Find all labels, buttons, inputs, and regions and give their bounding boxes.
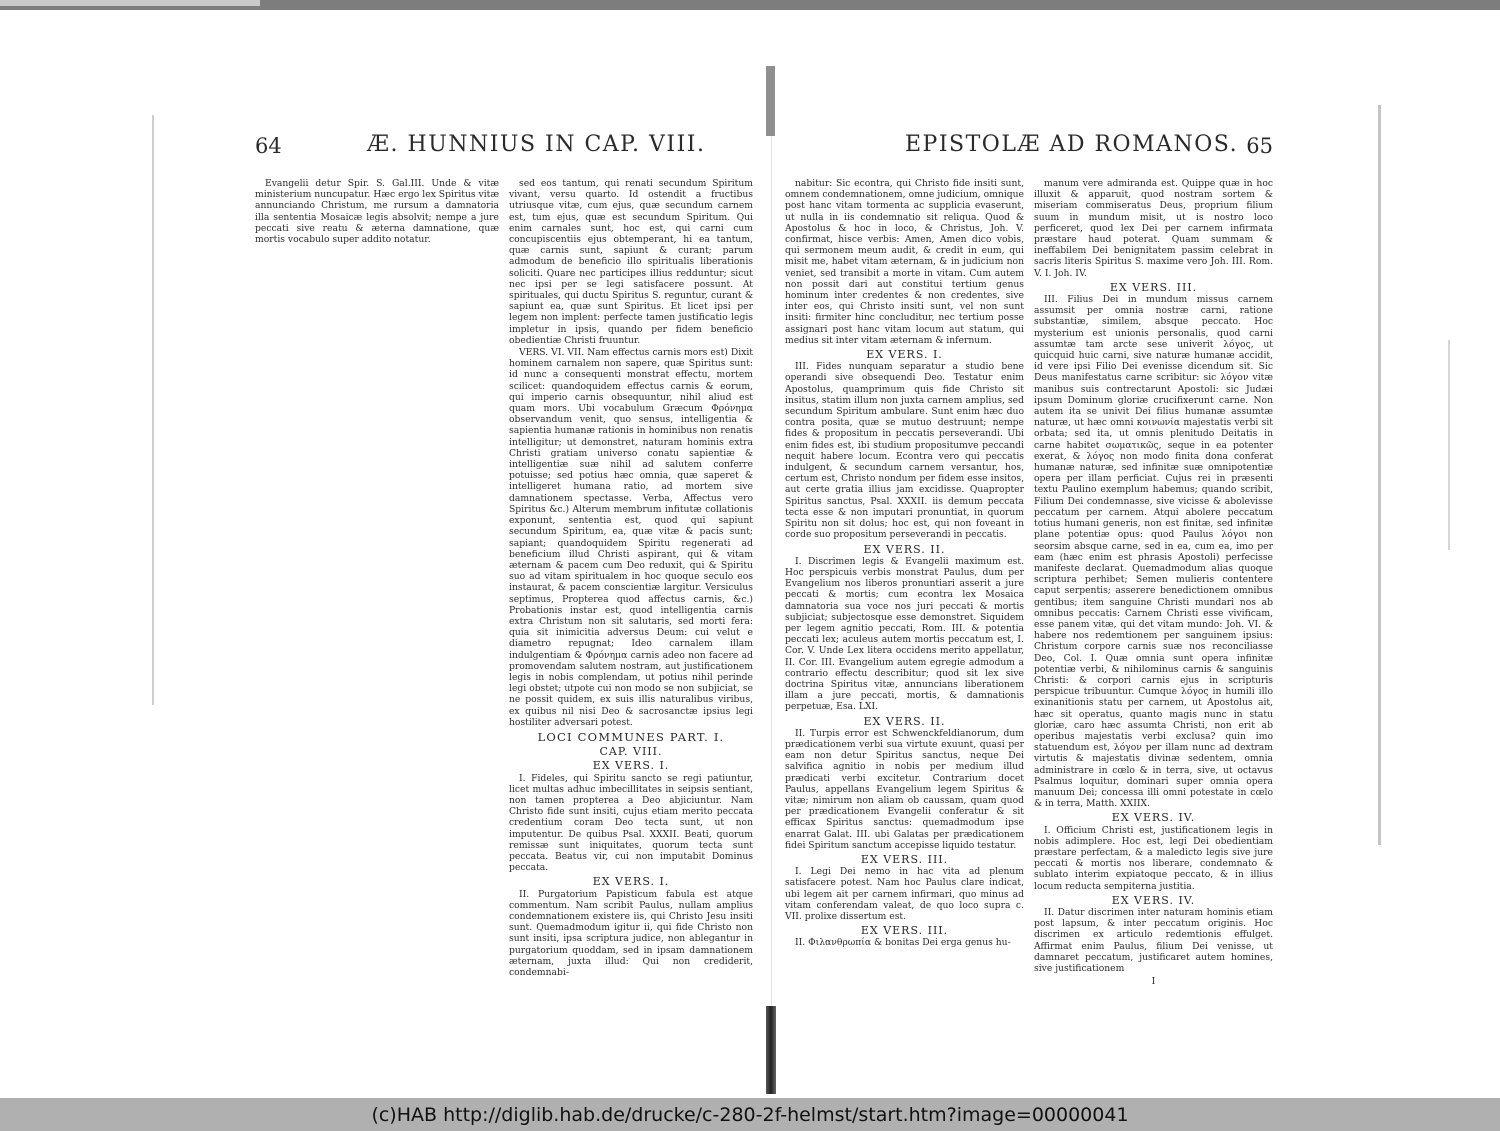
section-heading: EX VERS. III. xyxy=(860,924,949,938)
section-heading: EX VERS. I. xyxy=(592,875,670,889)
left-col2-para-2: VERS. VI. VII. Nam effectus carnis mors est) Dixit hominem carnalem non sapere, quæ Spiritus sunt: id nunc a consequenti monstrat effectu, mortem scilicet: quandoquidem effectus carnis & eorum, qui imperio carnis obsequuntur, nihil aliud est quam mors. Ubi vocabulum Græcum Φρόνημα observandum venit, quo sensus, intelligentia & sapientia humanæ rationis in hominibus non renatis intelligitur; ut demonstret, naturam hominis extra Christi gratiam universo conatu sapientiæ & intelligentiæ suæ nihil ad salutem conferre potuisse; sed potius hæc omnia, quæ saperet & intelligeret humana ratio, ad mortem sive damnationem spectasse. Verba, Affectus vero Spiritus &c.) Alterum membrum infitutæ collationis exponunt, sententia est, quod qui sapiunt secundum Spiritum, ea, quæ vitæ & pacis sunt; sapiant; quandoquidem Spiritu regenerati ad beneficium illud Christi aspirant, qui & vitam æternam & pacem cum Deo reduxit, qui & Spiritu suo ad vitam spiritualem in hoc quoque seculo eos instaurat, & pacem conscientiæ largitur. Versiculus septimus, Propterea quod affectus carnis, &c.) Probationis instar est, quod intelligentia carnis extra Christum non sit salutaris, sed morti fera: quia sit inimicitia adversus Deum: cui velut e diametro repugnat; Ideo carnalem illam indulgentiam & Φρόνημα carnis adeo non facere ad promovendam salutem nostram, aut justificationem legis in nobis complendam, ut potius nihil perinde legi obstet; utpote cui non modo se non subjiciat, se ne possit quidem, ex suis illis naturalibus viribus, ex quibus nil nisi Deo & sacrosanctæ ipsius legi hostiliter adversari potest. xyxy=(509,347,753,728)
section-heading: EX VERS. I. xyxy=(866,348,943,362)
right-col2-para-3: I. Officium Christi est, justificationem legis in nobis adimplere. Hoc est, legi Dei obedientiam præstare perfectam, & a maledicto legis sive jure peccati & mortis nos liberare, condemnato & sublato interim expiatoque peccato, & in illius locum reducta sempiterna justitia. xyxy=(1034,824,1273,892)
right-page-fold-shadow xyxy=(1448,340,1450,550)
left-col2-para-1: sed eos tantum, qui renati secundum Spiritum vivant, versu quarto. Id ostendit a fructibus utriusque vitæ, cum ejus, quæ secundum carnem est, tum ejus, quæ est secundum Spiritum. Qui enim carnales sunt, hoc est, qui carni cum concupiscentiis ejus obtemperant, hi ea tantum, quæ carnis sunt, sapiunt & curant; parum admodum de beneficio illo spiritualis liberationis soliciti. Quare nec participes illius redduntur; sicut nec ipsi per se legi satisfacere possunt. At spirituales, qui ductu Spiritus S. reguntur, curant & sapiunt ea, quæ sunt Spiritus. Et licet ipsi per legem non implent: perfecte tamen justificatio legis impletur in ipsis, quando per fidem beneficio obedientiæ Christi fruuntur. xyxy=(509,178,753,346)
right-col1-para-6: II. Φιλανθρωπία & bonitas Dei erga genus hu- xyxy=(795,937,1011,949)
gutter-binding-top xyxy=(766,66,775,136)
right-page-number: 65 xyxy=(1246,134,1273,158)
section-heading: EX VERS. IV. xyxy=(1111,811,1196,825)
loci-communes-heading: LOCI COMMUNES PART. I. xyxy=(537,729,725,744)
right-page-edge xyxy=(1378,105,1381,845)
section-heading: EX VERS. IV. xyxy=(1111,893,1196,907)
right-running-title: EPISTOLÆ AD ROMANOS. xyxy=(905,132,1239,157)
cap-heading: CAP. VIII. xyxy=(599,745,663,759)
signature-mark: I xyxy=(1151,976,1156,988)
source-caption-bar xyxy=(0,1098,1500,1131)
right-col1-para-2: III. Fides nunquam separatur a studio bene operandi sive obsequendi Deo. Testatur enim Apostolus, quamprimum quis fide Christo sit insitus, statim illum non juxta carnem amplius, sed secundum Spiritum ambulare. Sunt enim hæc duo contra posita, quæ se mutuo destruunt; nempe fides & propositum in peccatis perseverandi. Ubi enim fides est, ibi studium propositumve peccandi nequit habere locum. Econtra vero qui peccatis indulgent, & secundum carnem versantur, hos, certum est, Christo nondum per fidem esse insitos, aut certe gratia illius jam excidisse. Quapropter Spiritus sanctus, Psal. XXXII. iis demum peccata tecta esse & non imputari pronuntiat, in quorum Spiritu non sit dolus; hoc est, qui non foveant in corde suo propositum perseverandi in peccatis. xyxy=(785,361,1024,541)
left-columns xyxy=(255,178,753,979)
source-caption[interactable]: (c)HAB http://diglib.hab.de/drucke/c-280-2f-helmst/start.htm?image=00000041 xyxy=(371,1103,1129,1126)
top-scan-highlight xyxy=(0,0,260,6)
right-page xyxy=(785,128,1273,988)
left-col2-para-3: I. Fideles, qui Spiritu sancto se regi patiuntur, licet multas adhuc imbecillitates in seipsis sentiant, non tamen propterea a Deo abjiciuntur. Nam Christo fide sunt insiti, cujus etiam merito peccata credentium coram Deo tecta sunt, ut non imputentur. De quibus Psal. XXXII. Beati, quorum remissæ sunt iniquitates, quorum tecta sunt peccata. Beatus vir, cui non imputabit Dominus peccata. xyxy=(509,772,753,874)
right-col2-para-2: III. Filius Dei in mundum missus carnem assumsit per omnia nostræ carni, ratione substantiæ, similem, absque peccato. Hoc mysterium est unionis personalis, quod carni assumtæ tam arcte sese univerit λόγος, ut quicquid huic carni, sive naturæ humanæ accidit, id vere ipsi Filio Dei evenisse dicendum sit. Sic Deus manifestatus carne scribitur: sic λόγον vitæ manibus suis contrectarunt Apostoli: sic Judæi ipsum Dominum gloriæ crucifixerunt carne. Non autem ita se univit Dei filius humanæ assumtæ naturæ, ut hæc omni κοινωνία majestatis verbi sit orbata; sed ita, ut omnis plenitudo Deitatis in carne habitet σωματικῶς, seque in ea potenter exerat, & λόγος non modo finita dona conferat humanæ naturæ, sed infinitæ suæ omnipotentiæ opera per illam perficiat. Cujus rei in præsenti textu Paulino exemplum habemus; quando scribit, Filium Dei condemnasse, sive vicisse & abolevisse peccatum per carnem. Atqui abolere peccatum totius humani generis, non est finitæ, sed infinitæ plane potentiæ opus: quod Paulus λόγοι non seorsim absque carne, sed in ea, cum ea, imo per eam (hæc enim est phrasis Apostoli) perfecisse manifeste declarat. Quemadmodum alias quoque scriptura perhibet; Semen mulieris contentere caput serpentis; asserere benedictionem omnibus gentibus; item sanguine Christi mundari nos ab omnibus peccatis: Carnem Christi esse vivificam, esse panem vitæ, qui det vitam mundo: Joh. VI. & habere nos redemtionem per sanguinem ipsius: Christum corpore carnis suæ nos reconciliasse Deo, Col. I. Quæ omnia sunt opera infinitæ potentiæ verbi, & nihilominus carnis & sanguinis Christi: & corpori carnis ejus in scripturis perspicue tribuuntur. Cumque λόγος in humili illo exinanitionis statu per carnem, ut Apostolus ait, hæc sit operatus, quanto magis nunc in statu gloriæ, caro hæc assumta Christi, non erit ab operibus majestatis verbi exclusa? quin imo statuendum est, λόγον per illam nunc ad dextram virtutis & majestatis divinæ sedentem, omnia administrare in cœlo & in terra, sive, ut octavus Psalmus loquitur, dominari super omnia opera manuum Dei; concessa illi omni potestate in cœlo & in terra, Matth. XXIIX. xyxy=(1034,294,1273,810)
top-scan-border xyxy=(0,0,1500,10)
right-col2-para-1: manum vere admiranda est. Quippe quæ in hoc illuxit & apparuit, quod nostram sortem & miseriam commiseratus Deus, proprium filium suum in mundum misit, ut is nostro loco perficeret, quod lex Dei per carnem infirmata præstare haud poterat. Quam summam & ineffabilem Dei benignitatem passim celebrat in sacris literis Spiritus S. maxime vero Joh. III. Rom. V. I. Joh. IV. xyxy=(1034,178,1273,279)
left-page-number: 64 xyxy=(255,134,282,158)
right-running-head xyxy=(785,128,1273,178)
section-heading: EX VERS. I. xyxy=(592,759,670,773)
left-col2-para-4: II. Purgatorium Papisticum fabula est atque commentum. Nam scribit Paulus, nullam amplius condemnationem existere iis, qui Christo Jesu insiti sunt. Quemadmodum igitur ii, qui fide Christo non sunt insiti, ipsa scriptura judice, non ablegantur in purgatorium quoddam, sed in ipsam damnationem æternam, juxta illud: Qui non crediderit, condemnabi- xyxy=(509,888,753,979)
section-heading: EX VERS. II. xyxy=(863,714,946,728)
right-col1-para-5: I. Legi Dei nemo in hac vita ad plenum satisfacere potest. Nam hoc Paulus clare indicat, ubi legem ait per carnem infirmari, quo minus ad vitam conferendam valeat, de quo loco supra c. VII. prolixe dissertum est. xyxy=(785,866,1024,922)
left-running-head xyxy=(255,128,753,178)
gutter-binding-bottom xyxy=(766,1006,776,1094)
gutter-crease xyxy=(771,136,772,1006)
left-column-2 xyxy=(509,178,753,979)
left-column-1 xyxy=(255,178,499,938)
right-col2-para-4: II. Datur discrimen inter naturam hominis etiam post lapsum, & inter peccatum originis. Hoc discrimen ex articulo redemtionis effulget. Affirmat enim Paulus, filium Dei venisse, ut damnaret peccatum, justificaret autem homines, sive justificationem xyxy=(1034,907,1273,975)
left-running-title: Æ. HUNNIUS IN CAP. VIII. xyxy=(367,132,706,157)
left-page-edge xyxy=(152,115,154,705)
right-columns xyxy=(785,178,1273,988)
right-column-2 xyxy=(1034,178,1273,988)
right-col1-para-4: II. Turpis error est Schwenckfeldianorum, dum prædicationem verbi sua virtute exuunt, quasi per eam non detur Spiritus sanctus, neque Dei salvifica agnitio in nobis per medium illud prædicati verbi excitetur. Contrarium docet Paulus, appellans Evangelium legem Spiritus & vitæ; nimirum non aliam ob caussam, quam quod per prædicationem Evangelii conferatur & sit efficax Spiritus sanctus: quemadmodum ipse enarrat Galat. III. ubi Galatas per prædicationem fidei Spiritum sanctum accepisse liquido testatur. xyxy=(785,727,1024,851)
section-heading: EX VERS. III. xyxy=(1109,280,1198,294)
right-col1-para-3: I. Discrimen legis & Evangelii maximum est. Hoc perspicuis verbis monstrat Paulus, dum per Evangelium nos liberos pronuntiari asserit a jure peccati & mortis; cum econtra lex Mosaica damnatoria sua voce nos juri peccati & mortis subjiciat; subjectosque esse demonstret. Siquidem per legem agnitio peccati, Rom. III. & potentia peccati lex; aculeus autem mortis peccatum est, I. Cor. V. Unde Lex litera occidens merito appellatur, II. Cor. III. Evangelium autem egregie admodum a contrario effectu describitur; quod sit lex sive doctrina Spiritus vitæ, annuncians liberationem illam a jure peccati, mortis, & damnationis perpetuæ, Esa. LXI. xyxy=(785,555,1024,713)
left-page xyxy=(255,128,753,979)
section-heading: EX VERS. II. xyxy=(863,542,946,556)
section-heading: EX VERS. III. xyxy=(860,852,949,866)
right-col1-para-1: nabitur: Sic econtra, qui Christo fide insiti sunt, omnem condemnationem, omne judicium, omnique post hanc vitam tormenta ac supplicia evaserunt, ut nulla in iis condemnatio sit reliqua. Quod & Apostolus & hoc in loco, & Christus, Joh. V. confirmat, hisce verbis: Amen, Amen dico vobis, qui sermonem meum audit, & credit in eum, qui misit me, habet vitam æternam, & in judicium non veniet, sed transibit a morte in vitam. Cum autem non possit dari aut constitui tertium genus hominum inter credentes & non credentes, sive inter eos, qui Christo insiti sunt, vel non sunt insiti: firmiter hinc concluditur, nec tertium posse assignari post hanc vitam locum aut statum, qui medius sit inter vitam æternam & infernum. xyxy=(785,178,1024,346)
right-column-1 xyxy=(785,178,1024,949)
left-col1-text: Evangelii detur Spir. S. Gal.III. Unde & vitæ ministerium nuncupatur. Hæc ergo lex Spiritus vitæ annunciando Christum, me rursum a damnatoria illa sententia Mosaicæ legis absolvit; nempe a jure peccati sive reatu & æterna damnatione, quæ mortis vocabulo super addito notatur. xyxy=(255,178,499,246)
